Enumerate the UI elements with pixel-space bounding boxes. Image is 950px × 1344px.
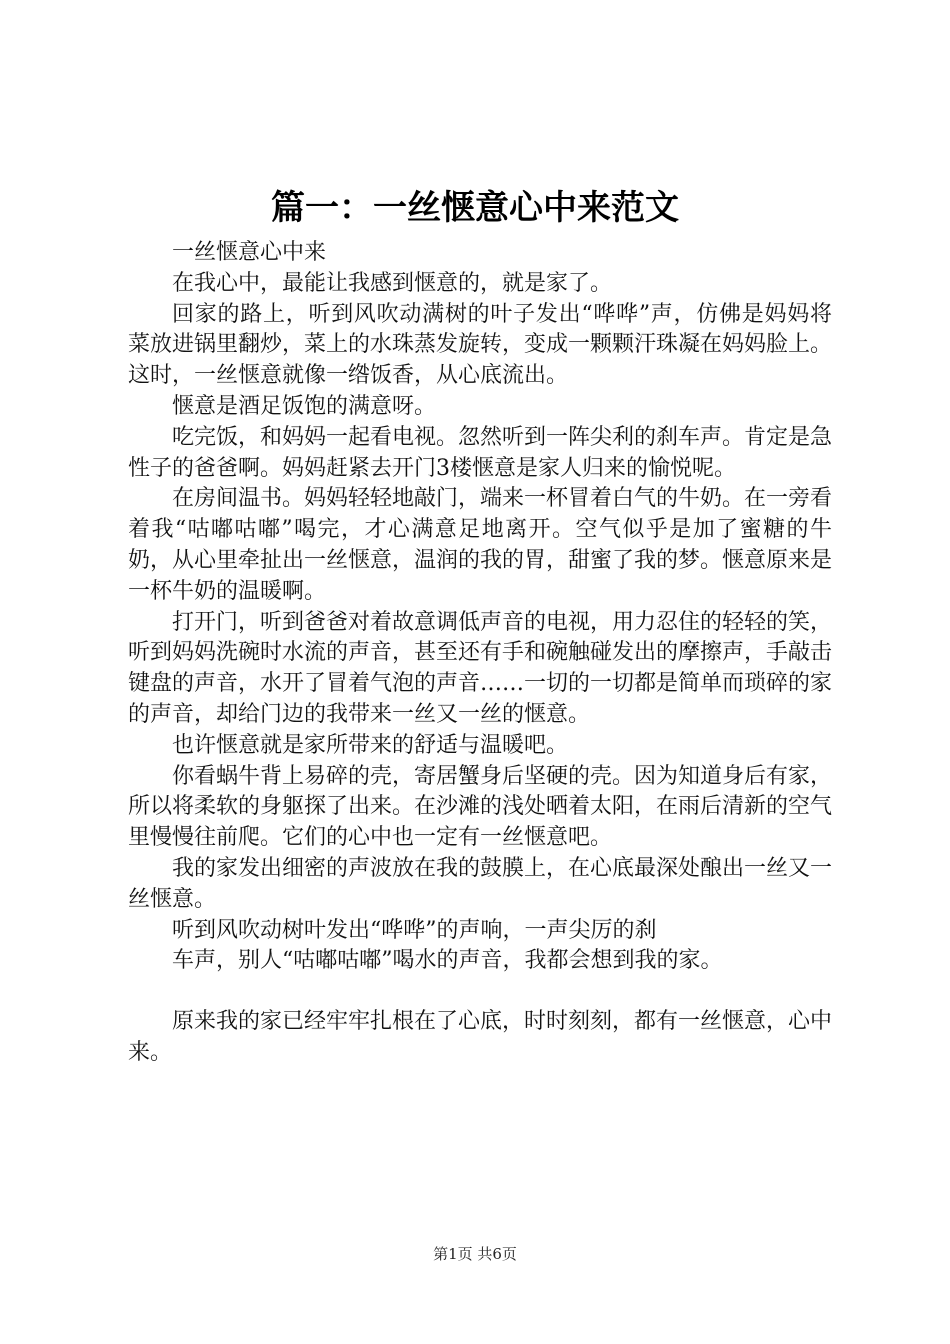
document-body xyxy=(128,238,832,1069)
paragraph: 你看蜗牛背上易碎的壳，寄居蟹身后坚硬的壳。因为知道身后有家，所以将柔软的身躯探了出来。在沙滩的浅处晒着太阳，在雨后清新的空气里慢慢往前爬。它们的心中也一定有一丝惬意吧。 xyxy=(128,763,833,851)
paragraph: 一丝惬意心中来 xyxy=(172,240,327,265)
paragraph: 回家的路上，听到风吹动满树的叶子发出“哗哗”声，仿佛是妈妈将菜放进锅里翻炒，菜上的水珠蒸发旋转，变成一颗颗汗珠凝在妈妈脸上。这时，一丝惬意就像一绺饭香，从心底流出。 xyxy=(128,301,833,389)
paragraph: 吃完饭，和妈妈一起看电视。忽然听到一阵尖利的刹车声。肯定是急性子的爸爸啊。妈妈赶紧去开门3楼惬意是家人归来的愉悦呢。 xyxy=(128,424,833,481)
paragraph: 原来我的家已经牢牢扎根在了心底，时时刻刻，都有一丝惬意，心中来。 xyxy=(128,1009,833,1065)
paragraph: 也许惬意就是家所带来的舒适与温暖吧。 xyxy=(172,732,569,758)
paragraph: 惬意是酒足饭饱的满意呀。 xyxy=(172,393,437,419)
page-number: 第1页 共6页 xyxy=(433,1245,517,1263)
paragraph: 听到风吹动树叶发出“哗哗”的声响，一声尖厉的刹 xyxy=(172,917,657,943)
paragraph: 在房间温书。妈妈轻轻地敲门，端来一杯冒着白气的牛奶。在一旁看着我“咕嘟咕嘟”喝完，才心满意足地离开。空气似乎是加了蜜糖的牛奶，从心里牵扯出一丝惬意，温润的我的胃，甜蜜了我的梦。惬意原来是一杯牛奶的温暖啊。 xyxy=(128,486,833,604)
paragraph: 在我心中，最能让我感到惬意的，就是家了。 xyxy=(172,270,613,296)
paragraph: 我的家发出细密的声波放在我的鼓膜上，在心底最深处酿出一丝又一丝惬意。 xyxy=(128,855,833,912)
paragraph: 车声，别人“咕嘟咕嘟”喝水的声音，我都会想到我的家。 xyxy=(172,948,723,974)
document-title: 篇一：一丝惬意心中来范文 xyxy=(271,188,679,228)
paragraph: 打开门，听到爸爸对着故意调低声音的电视，用力忍住的轻轻的笑，听到妈妈洗碗时水流的声音，甚至还有手和碗触碰发出的摩擦声，手敲击键盘的声音，水开了冒着气泡的声音……一切的一切都是简单而琐碎的家的声音，却给门边的我带来一丝又一丝的惬意。 xyxy=(128,609,833,727)
